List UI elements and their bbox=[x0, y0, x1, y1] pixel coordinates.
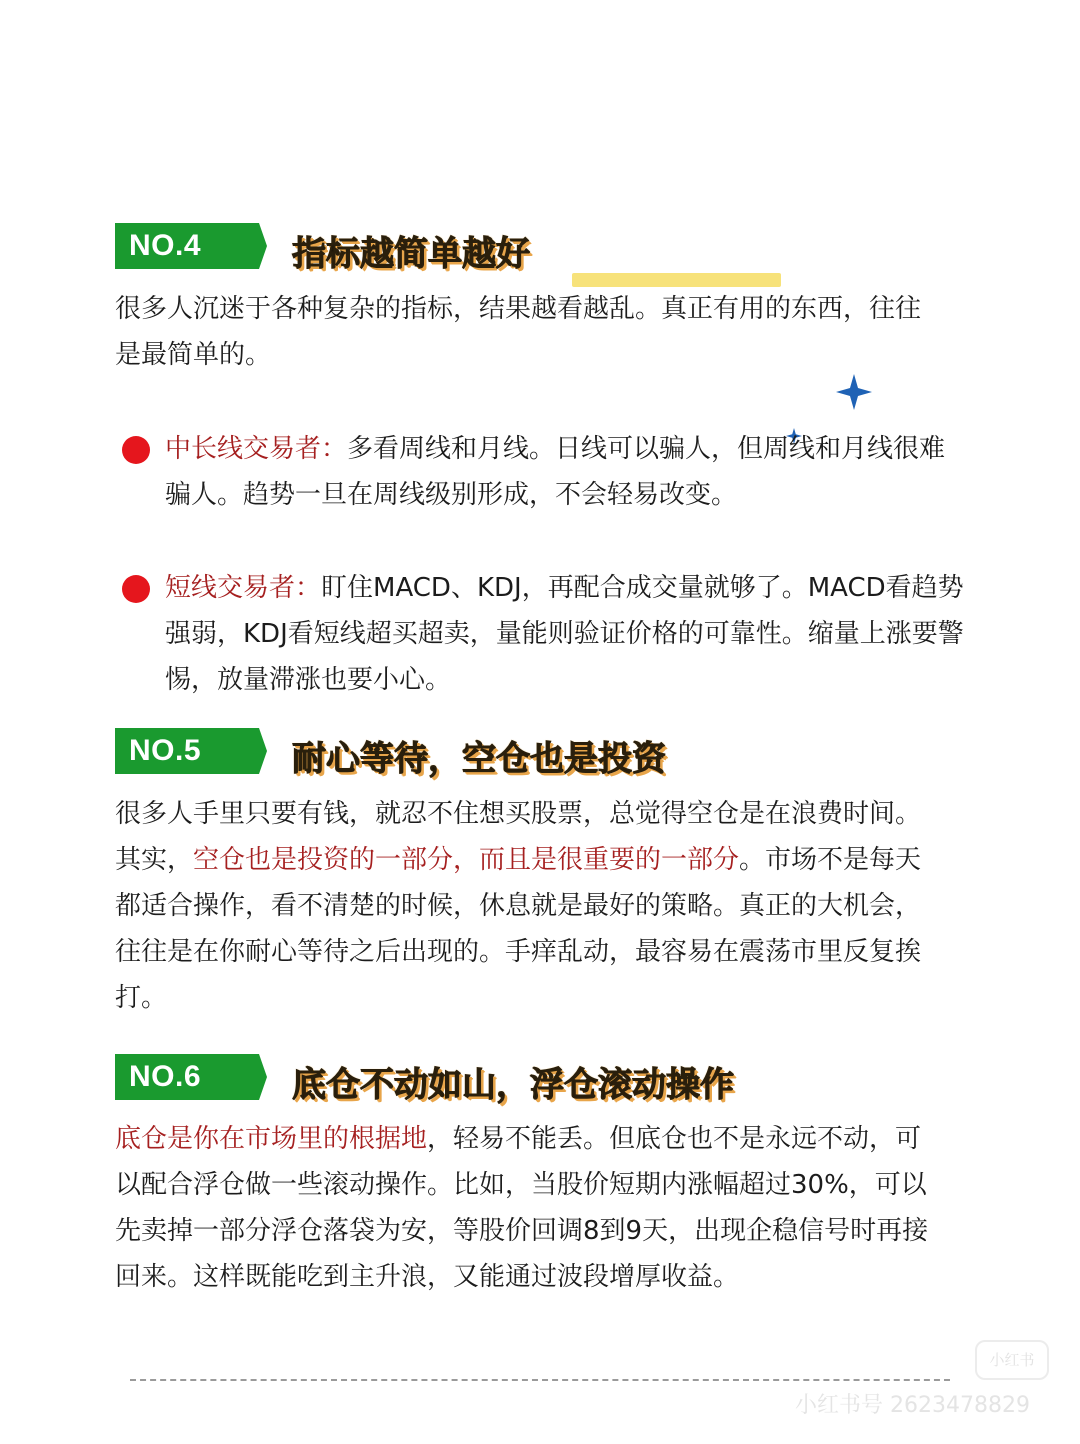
bullet-item-short-term bbox=[165, 565, 965, 703]
paragraph-no4: 很多人沉迷于各种复杂的指标，结果越看越乱。真正有用的东西，往往是最简单的。 bbox=[115, 294, 922, 370]
section-badge-no6 bbox=[115, 1054, 267, 1100]
bullet-label: 短线交易者： bbox=[165, 573, 322, 603]
paragraph-no5 bbox=[115, 791, 945, 1021]
sparkle-icon bbox=[836, 374, 872, 410]
section-title-no6: 底仓不动如山，浮仓滚动操作 bbox=[292, 1065, 734, 1105]
paragraph-text: 很多人手里只要有钱，就忍不住想买股票，总觉得空仓是在浪费时间。其实， bbox=[115, 799, 922, 875]
bullet-label: 中长线交易者： bbox=[165, 434, 348, 464]
bullet-body: 盯住MACD、KDJ，再配合成交量就够了。MACD看趋势强弱，KDJ看短线超买超卖，量能则验证价格的可靠性。缩量上涨要警惕，放量滞涨也要小心。 bbox=[165, 573, 964, 695]
section-badge-no5 bbox=[115, 728, 267, 774]
paragraph-no6 bbox=[115, 1116, 945, 1300]
section-badge-no4 bbox=[115, 223, 267, 269]
section-title-no5: 耐心等待，空仓也是投资 bbox=[292, 739, 666, 779]
paragraph-text: ，轻易不能丢。但底仓也不是永远不动，可以配合浮仓做一些滚动操作。比如，当股价短期内涨幅超过30%，可以先卖掉一部分浮仓落袋为安，等股价回调8到9天，出现企稳信号时再接回来。这样既能吃到主升浪，又能通过波段增厚收益。 bbox=[115, 1124, 929, 1292]
paragraph-highlight: 底仓是你在市场里的根据地 bbox=[115, 1124, 428, 1154]
highlight-bar bbox=[572, 273, 781, 287]
bullet-dot-icon bbox=[122, 575, 150, 603]
watermark-logo: 小红书 bbox=[975, 1340, 1049, 1380]
bullet-item-long-term bbox=[165, 426, 965, 518]
bullet-dot-icon bbox=[122, 436, 150, 464]
badge-label: NO.6 bbox=[129, 1060, 202, 1093]
bullet-body: 多看周线和月线。日线可以骗人，但周线和月线很难骗人。趋势一旦在周线级别形成，不会轻易改变。 bbox=[165, 434, 946, 510]
watermark-id: 小红书号 2623478829 bbox=[795, 1393, 1030, 1418]
section-title-no4: 指标越简单越好 bbox=[292, 234, 530, 274]
dashed-divider bbox=[130, 1379, 950, 1381]
badge-label: NO.5 bbox=[129, 734, 202, 767]
paragraph-highlight: 空仓也是投资的一部分，而且是很重要的一部分 bbox=[193, 845, 740, 875]
badge-label: NO.4 bbox=[129, 229, 202, 262]
paragraph-text: 。市场不是每天都适合操作，看不清楚的时候，休息就是最好的策略。真正的大机会，往往是在你耐心等待之后出现的。手痒乱动，最容易在震荡市里反复挨打。 bbox=[115, 845, 922, 1013]
